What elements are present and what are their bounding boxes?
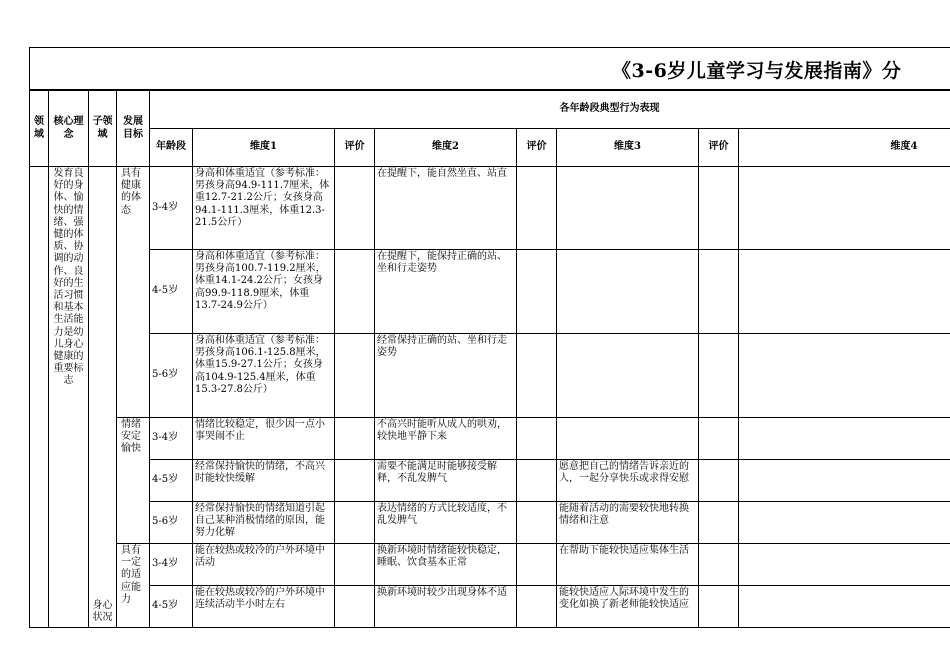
eval1-cell[interactable] bbox=[335, 167, 375, 250]
dim3-cell bbox=[557, 418, 699, 460]
eval2-cell[interactable] bbox=[517, 544, 557, 586]
eval1-cell[interactable] bbox=[335, 418, 375, 460]
dim2-cell: 换新环境时情绪能较快稳定，睡眠、饮食基本正常 bbox=[375, 544, 517, 586]
eval1-cell[interactable] bbox=[335, 544, 375, 586]
dim3-cell bbox=[557, 167, 699, 250]
age-cell: 4-5岁 bbox=[150, 586, 193, 628]
header-age: 年龄段 bbox=[150, 129, 193, 167]
table-row bbox=[30, 167, 950, 250]
table-row bbox=[30, 544, 950, 586]
spreadsheet bbox=[29, 47, 950, 672]
dim1-cell: 经常保持愉快的情绪，不高兴时能较快缓解 bbox=[193, 460, 335, 502]
eval1-cell[interactable] bbox=[335, 502, 375, 544]
header-dim2: 维度2 bbox=[375, 129, 517, 167]
table-row bbox=[30, 418, 950, 460]
title-bar bbox=[29, 47, 950, 90]
dim3-cell bbox=[557, 334, 699, 418]
dim2-cell: 不高兴时能听从成人的哄劝，较快地平静下来 bbox=[375, 418, 517, 460]
dim2-cell: 在提醒下，能保持正确的站、坐和行走姿势 bbox=[375, 250, 517, 334]
dim4-cell bbox=[739, 167, 950, 250]
eval3-cell[interactable] bbox=[699, 586, 739, 628]
dim4-cell bbox=[739, 418, 950, 460]
dim3-cell bbox=[557, 250, 699, 334]
eval3-cell[interactable] bbox=[699, 250, 739, 334]
dim2-cell: 表达情绪的方式比较适度，不乱发脾气 bbox=[375, 502, 517, 544]
eval3-cell[interactable] bbox=[699, 418, 739, 460]
header-dim1: 维度1 bbox=[193, 129, 335, 167]
header-typical: 各年龄段典型行为表现 bbox=[150, 91, 950, 129]
dim3-cell: 能较快适应人际环境中发生的变化如换了新老师能较快适应 bbox=[557, 586, 699, 628]
dim3-cell: 能随着活动的需要较快地转换情绪和注意 bbox=[557, 502, 699, 544]
eval3-cell[interactable] bbox=[699, 502, 739, 544]
eval1-cell[interactable] bbox=[335, 250, 375, 334]
eval2-cell[interactable] bbox=[517, 418, 557, 460]
goal-cell: 情绪安定愉快 bbox=[117, 418, 150, 544]
table-row bbox=[30, 250, 950, 334]
eval1-cell[interactable] bbox=[335, 334, 375, 418]
dim3-cell: 愿意把自己的情绪告诉亲近的人，一起分享快乐或求得安慰 bbox=[557, 460, 699, 502]
goal-cell: 具有健康的体态 bbox=[117, 167, 150, 418]
dim1-cell: 身高和体重适宜（参考标准：男孩身高94.9-111.7厘米，体重12.7-21.2公斤；女孩身高94.1-111.3厘米，体重12.3-21.5公斤） bbox=[193, 167, 335, 250]
guideline-table bbox=[29, 90, 950, 628]
subdomain-cell: 身心状况 bbox=[89, 167, 117, 628]
eval3-cell[interactable] bbox=[699, 544, 739, 586]
age-cell: 4-5岁 bbox=[150, 460, 193, 502]
core-cell: 发育良好的身体、愉快的情绪、强健的体质、协调的动作、良好的生活习惯和基本生活能力是幼儿身心健康的重要标志 bbox=[49, 167, 89, 628]
header-eval3: 评价 bbox=[699, 129, 739, 167]
dim2-cell: 在提醒下，能自然坐直、站直 bbox=[375, 167, 517, 250]
header-subdomain: 子领域 bbox=[89, 91, 117, 167]
dim1-cell: 情绪比较稳定，很少因一点小事哭闹不止 bbox=[193, 418, 335, 460]
header-domain: 领域 bbox=[30, 91, 49, 167]
dim3-cell: 在帮助下能较快适应集体生活 bbox=[557, 544, 699, 586]
dim1-cell: 身高和体重适宜（参考标准：男孩身高106.1-125.8厘米，体重15.9-27.1公斤；女孩身高104.9-125.4厘米，体重15.3-27.8公斤） bbox=[193, 334, 335, 418]
dim1-cell: 身高和体重适宜（参考标准：男孩身高100.7-119.2厘米，体重14.1-24.2公斤；女孩身高99.9-118.9厘米，体重13.7-24.9公斤） bbox=[193, 250, 335, 334]
age-cell: 3-4岁 bbox=[150, 418, 193, 460]
header-row-2 bbox=[30, 129, 950, 167]
dim4-cell bbox=[739, 586, 950, 628]
eval2-cell[interactable] bbox=[517, 460, 557, 502]
age-cell: 3-4岁 bbox=[150, 167, 193, 250]
domain-cell bbox=[30, 167, 49, 628]
goal-cell: 具有一定的适应能力 bbox=[117, 544, 150, 628]
dim4-cell bbox=[739, 250, 950, 334]
dim4-cell bbox=[739, 334, 950, 418]
age-cell: 5-6岁 bbox=[150, 334, 193, 418]
dim2-cell: 经常保持正确的站、坐和行走姿势 bbox=[375, 334, 517, 418]
eval2-cell[interactable] bbox=[517, 334, 557, 418]
header-core: 核心理念 bbox=[49, 91, 89, 167]
dim1-cell: 能在较热或较冷的户外环境中活动 bbox=[193, 544, 335, 586]
dim1-cell: 经常保持愉快的情绪知道引起自己某种消极情绪的原因，能努力化解 bbox=[193, 502, 335, 544]
eval2-cell[interactable] bbox=[517, 250, 557, 334]
eval3-cell[interactable] bbox=[699, 334, 739, 418]
header-eval2: 评价 bbox=[517, 129, 557, 167]
dim4-cell bbox=[739, 460, 950, 502]
eval2-cell[interactable] bbox=[517, 502, 557, 544]
header-row-1 bbox=[30, 91, 950, 129]
eval1-cell[interactable] bbox=[335, 586, 375, 628]
header-goal: 发展目标 bbox=[117, 91, 150, 167]
eval2-cell[interactable] bbox=[517, 586, 557, 628]
eval1-cell[interactable] bbox=[335, 460, 375, 502]
age-cell: 5-6岁 bbox=[150, 502, 193, 544]
header-dim3: 维度3 bbox=[557, 129, 699, 167]
dim4-cell bbox=[739, 502, 950, 544]
table-row bbox=[30, 586, 950, 628]
table-row bbox=[30, 334, 950, 418]
header-dim4: 维度4 bbox=[739, 129, 950, 167]
age-cell: 4-5岁 bbox=[150, 250, 193, 334]
header-eval1: 评价 bbox=[335, 129, 375, 167]
dim2-cell: 需要不能满足时能够接受解释，不乱发脾气 bbox=[375, 460, 517, 502]
table-row bbox=[30, 502, 950, 544]
sheet-title: 《3-6岁儿童学习与发展指南》分 bbox=[612, 60, 902, 82]
dim2-cell: 换新环境时较少出现身体不适 bbox=[375, 586, 517, 628]
dim1-cell: 能在较热或较冷的户外环境中连续活动半小时左右 bbox=[193, 586, 335, 628]
age-cell: 3-4岁 bbox=[150, 544, 193, 586]
eval3-cell[interactable] bbox=[699, 460, 739, 502]
dim4-cell bbox=[739, 544, 950, 586]
table-row bbox=[30, 460, 950, 502]
eval3-cell[interactable] bbox=[699, 167, 739, 250]
eval2-cell[interactable] bbox=[517, 167, 557, 250]
